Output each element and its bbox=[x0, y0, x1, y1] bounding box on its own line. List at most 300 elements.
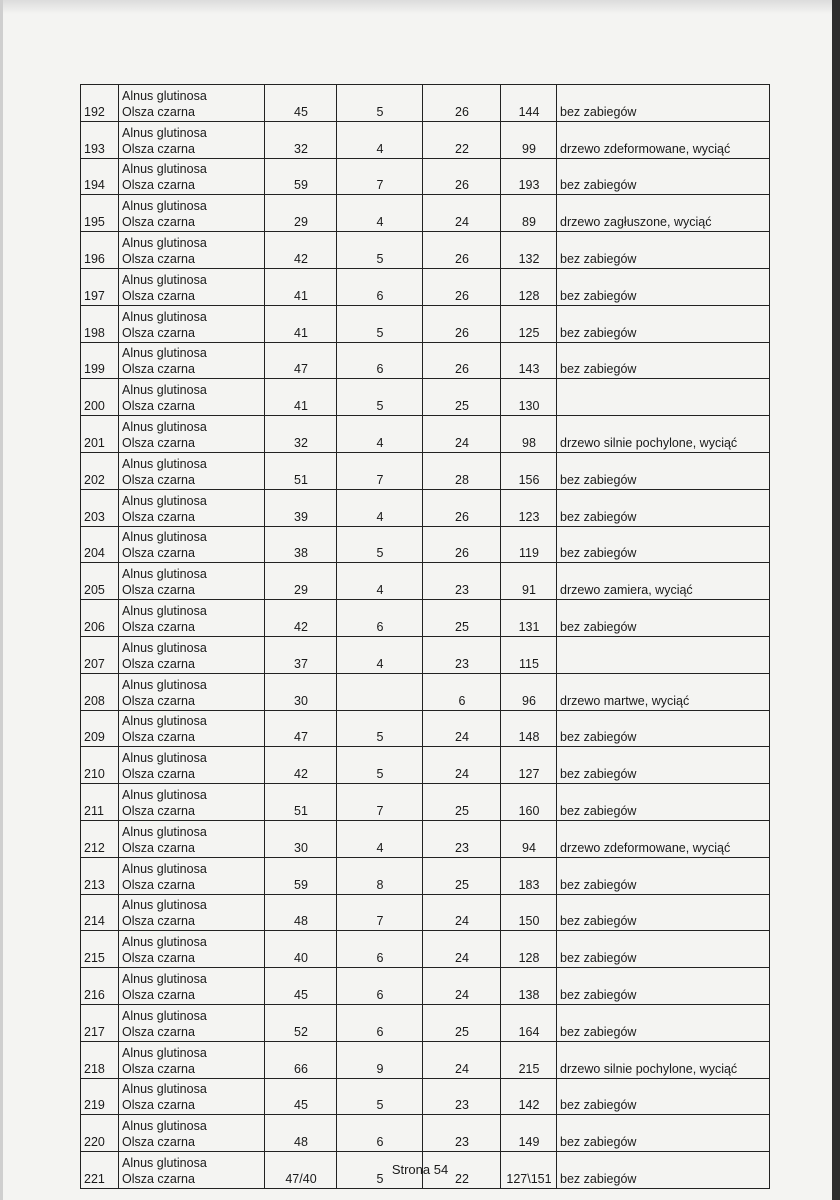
table-row bbox=[81, 452, 770, 489]
height-cell: 4 bbox=[337, 195, 423, 232]
value-cell-a: 23 bbox=[423, 636, 501, 673]
value-cell-a: 22 bbox=[423, 1152, 501, 1189]
species-latin-name: Alnus glutinosa bbox=[122, 235, 207, 250]
value-cell-b: 183 bbox=[501, 857, 557, 894]
value-cell-b: 160 bbox=[501, 784, 557, 821]
species-latin-name: Alnus glutinosa bbox=[122, 787, 207, 802]
table-row bbox=[81, 1078, 770, 1115]
value-cell-b: 115 bbox=[501, 636, 557, 673]
value-cell-b: 215 bbox=[501, 1041, 557, 1078]
circumference-cell: 59 bbox=[265, 158, 337, 195]
circumference-cell: 48 bbox=[265, 894, 337, 931]
value-cell-b: 148 bbox=[501, 710, 557, 747]
species-cell bbox=[119, 268, 265, 305]
species-cell bbox=[119, 784, 265, 821]
tree-number-cell: 204 bbox=[81, 526, 119, 563]
value-cell-b: 144 bbox=[501, 85, 557, 122]
value-cell-b: 150 bbox=[501, 894, 557, 931]
value-cell-a: 26 bbox=[423, 268, 501, 305]
table-row bbox=[81, 673, 770, 710]
height-cell: 4 bbox=[337, 489, 423, 526]
table-row bbox=[81, 1115, 770, 1152]
height-cell: 5 bbox=[337, 379, 423, 416]
recommendation-cell: bez zabiegów bbox=[557, 1115, 770, 1152]
tree-number-cell: 210 bbox=[81, 747, 119, 784]
table-row bbox=[81, 305, 770, 342]
recommendation-cell: bez zabiegów bbox=[557, 1078, 770, 1115]
height-cell: 9 bbox=[337, 1041, 423, 1078]
species-latin-name: Alnus glutinosa bbox=[122, 346, 207, 361]
table-body bbox=[81, 85, 770, 1189]
value-cell-b: 142 bbox=[501, 1078, 557, 1115]
table-row bbox=[81, 820, 770, 857]
tree-number-cell: 212 bbox=[81, 820, 119, 857]
height-cell: 6 bbox=[337, 1004, 423, 1041]
circumference-cell: 47 bbox=[265, 710, 337, 747]
species-polish-name: Olsza czarna bbox=[122, 141, 195, 156]
value-cell-b: 138 bbox=[501, 968, 557, 1005]
circumference-cell: 51 bbox=[265, 784, 337, 821]
table-row bbox=[81, 526, 770, 563]
recommendation-cell: bez zabiegów bbox=[557, 489, 770, 526]
species-cell bbox=[119, 747, 265, 784]
species-cell bbox=[119, 195, 265, 232]
table-row bbox=[81, 232, 770, 269]
height-cell: 7 bbox=[337, 452, 423, 489]
species-latin-name: Alnus glutinosa bbox=[122, 640, 207, 655]
table-row bbox=[81, 489, 770, 526]
species-polish-name: Olsza czarna bbox=[122, 877, 195, 892]
value-cell-b: 128 bbox=[501, 931, 557, 968]
table-row bbox=[81, 931, 770, 968]
tree-inventory-table bbox=[80, 84, 770, 1189]
table-row bbox=[81, 121, 770, 158]
tree-number-cell: 194 bbox=[81, 158, 119, 195]
species-polish-name: Olsza czarna bbox=[122, 1135, 195, 1150]
circumference-cell: 39 bbox=[265, 489, 337, 526]
recommendation-cell: bez zabiegów bbox=[557, 600, 770, 637]
table-row bbox=[81, 747, 770, 784]
circumference-cell: 59 bbox=[265, 857, 337, 894]
species-latin-name: Alnus glutinosa bbox=[122, 1119, 207, 1134]
species-cell bbox=[119, 452, 265, 489]
species-latin-name: Alnus glutinosa bbox=[122, 751, 207, 766]
species-latin-name: Alnus glutinosa bbox=[122, 971, 207, 986]
tree-number-cell: 208 bbox=[81, 673, 119, 710]
species-polish-name: Olsza czarna bbox=[122, 656, 195, 671]
circumference-cell: 32 bbox=[265, 121, 337, 158]
value-cell-b: 123 bbox=[501, 489, 557, 526]
value-cell-a: 23 bbox=[423, 1115, 501, 1152]
tree-number-cell: 205 bbox=[81, 563, 119, 600]
height-cell: 4 bbox=[337, 121, 423, 158]
species-polish-name: Olsza czarna bbox=[122, 1171, 195, 1186]
species-cell bbox=[119, 931, 265, 968]
table-row bbox=[81, 195, 770, 232]
tree-number-cell: 201 bbox=[81, 416, 119, 453]
circumference-cell: 37 bbox=[265, 636, 337, 673]
tree-number-cell: 206 bbox=[81, 600, 119, 637]
tree-number-cell: 203 bbox=[81, 489, 119, 526]
recommendation-cell: drzewo silnie pochylone, wyciąć bbox=[557, 416, 770, 453]
table-row bbox=[81, 636, 770, 673]
value-cell-a: 25 bbox=[423, 784, 501, 821]
table-row bbox=[81, 1041, 770, 1078]
circumference-cell: 41 bbox=[265, 268, 337, 305]
species-cell bbox=[119, 857, 265, 894]
recommendation-cell: drzewo silnie pochylone, wyciąć bbox=[557, 1041, 770, 1078]
recommendation-cell bbox=[557, 636, 770, 673]
recommendation-cell: bez zabiegów bbox=[557, 931, 770, 968]
page-top-shadow bbox=[0, 0, 840, 14]
table-row bbox=[81, 416, 770, 453]
tree-number-cell: 215 bbox=[81, 931, 119, 968]
species-polish-name: Olsza czarna bbox=[122, 362, 195, 377]
table-row bbox=[81, 784, 770, 821]
circumference-cell: 38 bbox=[265, 526, 337, 563]
recommendation-cell: bez zabiegów bbox=[557, 710, 770, 747]
table-row bbox=[81, 710, 770, 747]
value-cell-b: 99 bbox=[501, 121, 557, 158]
value-cell-a: 24 bbox=[423, 416, 501, 453]
height-cell: 5 bbox=[337, 232, 423, 269]
species-cell bbox=[119, 489, 265, 526]
table-row bbox=[81, 268, 770, 305]
circumference-cell: 52 bbox=[265, 1004, 337, 1041]
species-polish-name: Olsza czarna bbox=[122, 619, 195, 634]
value-cell-b: 130 bbox=[501, 379, 557, 416]
tree-number-cell: 220 bbox=[81, 1115, 119, 1152]
table-row bbox=[81, 857, 770, 894]
value-cell-b: 132 bbox=[501, 232, 557, 269]
value-cell-a: 24 bbox=[423, 931, 501, 968]
species-cell bbox=[119, 894, 265, 931]
tree-number-cell: 221 bbox=[81, 1152, 119, 1189]
height-cell: 5 bbox=[337, 1078, 423, 1115]
circumference-cell: 41 bbox=[265, 379, 337, 416]
value-cell-b: 164 bbox=[501, 1004, 557, 1041]
species-polish-name: Olsza czarna bbox=[122, 178, 195, 193]
table-row bbox=[81, 600, 770, 637]
species-polish-name: Olsza czarna bbox=[122, 1098, 195, 1113]
circumference-cell: 29 bbox=[265, 563, 337, 600]
species-latin-name: Alnus glutinosa bbox=[122, 567, 207, 582]
circumference-cell: 40 bbox=[265, 931, 337, 968]
value-cell-a: 25 bbox=[423, 600, 501, 637]
species-cell bbox=[119, 710, 265, 747]
recommendation-cell: drzewo martwe, wyciąć bbox=[557, 673, 770, 710]
recommendation-cell: bez zabiegów bbox=[557, 85, 770, 122]
recommendation-cell: bez zabiegów bbox=[557, 894, 770, 931]
species-polish-name: Olsza czarna bbox=[122, 1024, 195, 1039]
species-polish-name: Olsza czarna bbox=[122, 914, 195, 929]
species-polish-name: Olsza czarna bbox=[122, 1061, 195, 1076]
page-number: Strona 54 bbox=[391, 1162, 449, 1177]
species-polish-name: Olsza czarna bbox=[122, 509, 195, 524]
tree-number-cell: 202 bbox=[81, 452, 119, 489]
species-latin-name: Alnus glutinosa bbox=[122, 935, 207, 950]
circumference-cell: 42 bbox=[265, 747, 337, 784]
table-row bbox=[81, 85, 770, 122]
height-cell: 4 bbox=[337, 636, 423, 673]
species-cell bbox=[119, 1115, 265, 1152]
value-cell-b: 127\151 bbox=[501, 1152, 557, 1189]
tree-number-cell: 193 bbox=[81, 121, 119, 158]
recommendation-cell: bez zabiegów bbox=[557, 747, 770, 784]
circumference-cell: 47 bbox=[265, 342, 337, 379]
species-polish-name: Olsza czarna bbox=[122, 803, 195, 818]
species-cell bbox=[119, 1078, 265, 1115]
value-cell-b: 127 bbox=[501, 747, 557, 784]
recommendation-cell: drzewo zdeformowane, wyciąć bbox=[557, 820, 770, 857]
species-latin-name: Alnus glutinosa bbox=[122, 677, 207, 692]
species-latin-name: Alnus glutinosa bbox=[122, 1155, 207, 1170]
value-cell-b: 98 bbox=[501, 416, 557, 453]
height-cell: 8 bbox=[337, 857, 423, 894]
height-cell: 5 bbox=[337, 85, 423, 122]
table-row bbox=[81, 563, 770, 600]
recommendation-cell: bez zabiegów bbox=[557, 342, 770, 379]
species-cell bbox=[119, 563, 265, 600]
recommendation-cell: bez zabiegów bbox=[557, 268, 770, 305]
tree-number-cell: 217 bbox=[81, 1004, 119, 1041]
recommendation-cell: drzewo zdeformowane, wyciąć bbox=[557, 121, 770, 158]
tree-number-cell: 199 bbox=[81, 342, 119, 379]
species-polish-name: Olsza czarna bbox=[122, 325, 195, 340]
height-cell: 7 bbox=[337, 158, 423, 195]
species-latin-name: Alnus glutinosa bbox=[122, 861, 207, 876]
species-latin-name: Alnus glutinosa bbox=[122, 493, 207, 508]
height-cell bbox=[337, 673, 423, 710]
tree-number-cell: 192 bbox=[81, 85, 119, 122]
species-cell bbox=[119, 820, 265, 857]
species-polish-name: Olsza czarna bbox=[122, 693, 195, 708]
value-cell-a: 23 bbox=[423, 563, 501, 600]
species-cell bbox=[119, 379, 265, 416]
tree-number-cell: 198 bbox=[81, 305, 119, 342]
recommendation-cell: bez zabiegów bbox=[557, 968, 770, 1005]
table-row bbox=[81, 342, 770, 379]
species-cell bbox=[119, 968, 265, 1005]
value-cell-b: 193 bbox=[501, 158, 557, 195]
species-cell bbox=[119, 1041, 265, 1078]
circumference-cell: 30 bbox=[265, 820, 337, 857]
circumference-cell: 42 bbox=[265, 600, 337, 637]
circumference-cell: 32 bbox=[265, 416, 337, 453]
height-cell: 5 bbox=[337, 747, 423, 784]
value-cell-a: 26 bbox=[423, 526, 501, 563]
recommendation-cell: bez zabiegów bbox=[557, 784, 770, 821]
table-row bbox=[81, 158, 770, 195]
height-cell: 5 bbox=[337, 526, 423, 563]
value-cell-b: 94 bbox=[501, 820, 557, 857]
species-latin-name: Alnus glutinosa bbox=[122, 162, 207, 177]
circumference-cell: 47/40 bbox=[265, 1152, 337, 1189]
recommendation-cell: bez zabiegów bbox=[557, 158, 770, 195]
height-cell: 6 bbox=[337, 600, 423, 637]
height-cell: 4 bbox=[337, 820, 423, 857]
species-cell bbox=[119, 600, 265, 637]
species-polish-name: Olsza czarna bbox=[122, 104, 195, 119]
recommendation-cell: bez zabiegów bbox=[557, 305, 770, 342]
recommendation-cell: bez zabiegów bbox=[557, 857, 770, 894]
tree-number-cell: 200 bbox=[81, 379, 119, 416]
species-polish-name: Olsza czarna bbox=[122, 767, 195, 782]
circumference-cell: 48 bbox=[265, 1115, 337, 1152]
value-cell-b: 96 bbox=[501, 673, 557, 710]
species-cell bbox=[119, 342, 265, 379]
species-latin-name: Alnus glutinosa bbox=[122, 456, 207, 471]
tree-number-cell: 219 bbox=[81, 1078, 119, 1115]
species-polish-name: Olsza czarna bbox=[122, 840, 195, 855]
species-polish-name: Olsza czarna bbox=[122, 435, 195, 450]
species-latin-name: Alnus glutinosa bbox=[122, 1082, 207, 1097]
circumference-cell: 29 bbox=[265, 195, 337, 232]
species-latin-name: Alnus glutinosa bbox=[122, 309, 207, 324]
species-latin-name: Alnus glutinosa bbox=[122, 199, 207, 214]
height-cell: 6 bbox=[337, 342, 423, 379]
value-cell-b: 91 bbox=[501, 563, 557, 600]
circumference-cell: 41 bbox=[265, 305, 337, 342]
species-polish-name: Olsza czarna bbox=[122, 399, 195, 414]
value-cell-a: 23 bbox=[423, 820, 501, 857]
species-latin-name: Alnus glutinosa bbox=[122, 419, 207, 434]
value-cell-a: 26 bbox=[423, 342, 501, 379]
value-cell-a: 24 bbox=[423, 195, 501, 232]
value-cell-a: 26 bbox=[423, 85, 501, 122]
species-polish-name: Olsza czarna bbox=[122, 583, 195, 598]
recommendation-cell: bez zabiegów bbox=[557, 526, 770, 563]
recommendation-cell: bez zabiegów bbox=[557, 232, 770, 269]
species-polish-name: Olsza czarna bbox=[122, 251, 195, 266]
species-polish-name: Olsza czarna bbox=[122, 288, 195, 303]
species-latin-name: Alnus glutinosa bbox=[122, 824, 207, 839]
table-row bbox=[81, 379, 770, 416]
value-cell-a: 26 bbox=[423, 232, 501, 269]
height-cell: 7 bbox=[337, 784, 423, 821]
value-cell-a: 24 bbox=[423, 747, 501, 784]
height-cell: 6 bbox=[337, 968, 423, 1005]
value-cell-b: 125 bbox=[501, 305, 557, 342]
value-cell-a: 26 bbox=[423, 489, 501, 526]
species-cell bbox=[119, 526, 265, 563]
circumference-cell: 45 bbox=[265, 85, 337, 122]
value-cell-a: 24 bbox=[423, 968, 501, 1005]
species-polish-name: Olsza czarna bbox=[122, 215, 195, 230]
circumference-cell: 30 bbox=[265, 673, 337, 710]
species-latin-name: Alnus glutinosa bbox=[122, 1045, 207, 1060]
recommendation-cell: bez zabiegów bbox=[557, 1004, 770, 1041]
species-cell bbox=[119, 85, 265, 122]
species-latin-name: Alnus glutinosa bbox=[122, 383, 207, 398]
species-polish-name: Olsza czarna bbox=[122, 987, 195, 1002]
tree-number-cell: 211 bbox=[81, 784, 119, 821]
value-cell-a: 22 bbox=[423, 121, 501, 158]
tree-number-cell: 213 bbox=[81, 857, 119, 894]
value-cell-a: 25 bbox=[423, 1004, 501, 1041]
value-cell-b: 149 bbox=[501, 1115, 557, 1152]
species-latin-name: Alnus glutinosa bbox=[122, 714, 207, 729]
species-cell bbox=[119, 305, 265, 342]
species-cell bbox=[119, 121, 265, 158]
height-cell: 6 bbox=[337, 268, 423, 305]
tree-number-cell: 207 bbox=[81, 636, 119, 673]
tree-number-cell: 218 bbox=[81, 1041, 119, 1078]
tree-number-cell: 209 bbox=[81, 710, 119, 747]
tree-number-cell: 197 bbox=[81, 268, 119, 305]
circumference-cell: 51 bbox=[265, 452, 337, 489]
value-cell-b: 143 bbox=[501, 342, 557, 379]
value-cell-a: 24 bbox=[423, 894, 501, 931]
height-cell: 6 bbox=[337, 931, 423, 968]
height-cell: 5 bbox=[337, 1152, 423, 1189]
species-cell bbox=[119, 158, 265, 195]
recommendation-cell: drzewo zamiera, wyciąć bbox=[557, 563, 770, 600]
species-latin-name: Alnus glutinosa bbox=[122, 530, 207, 545]
circumference-cell: 66 bbox=[265, 1041, 337, 1078]
tree-number-cell: 195 bbox=[81, 195, 119, 232]
circumference-cell: 42 bbox=[265, 232, 337, 269]
height-cell: 4 bbox=[337, 563, 423, 600]
value-cell-a: 26 bbox=[423, 305, 501, 342]
species-cell bbox=[119, 232, 265, 269]
table-row bbox=[81, 894, 770, 931]
table-row bbox=[81, 1004, 770, 1041]
species-latin-name: Alnus glutinosa bbox=[122, 88, 207, 103]
species-latin-name: Alnus glutinosa bbox=[122, 125, 207, 140]
species-cell bbox=[119, 636, 265, 673]
tree-number-cell: 216 bbox=[81, 968, 119, 1005]
height-cell: 6 bbox=[337, 1115, 423, 1152]
species-polish-name: Olsza czarna bbox=[122, 546, 195, 561]
height-cell: 7 bbox=[337, 894, 423, 931]
value-cell-b: 131 bbox=[501, 600, 557, 637]
circumference-cell: 45 bbox=[265, 968, 337, 1005]
species-latin-name: Alnus glutinosa bbox=[122, 603, 207, 618]
recommendation-cell: bez zabiegów bbox=[557, 452, 770, 489]
value-cell-a: 24 bbox=[423, 1041, 501, 1078]
recommendation-cell: drzewo zagłuszone, wyciąć bbox=[557, 195, 770, 232]
species-polish-name: Olsza czarna bbox=[122, 730, 195, 745]
value-cell-b: 119 bbox=[501, 526, 557, 563]
recommendation-cell: bez zabiegów bbox=[557, 1152, 770, 1189]
tree-number-cell: 196 bbox=[81, 232, 119, 269]
value-cell-a: 28 bbox=[423, 452, 501, 489]
value-cell-b: 156 bbox=[501, 452, 557, 489]
species-cell bbox=[119, 673, 265, 710]
height-cell: 5 bbox=[337, 305, 423, 342]
value-cell-b: 89 bbox=[501, 195, 557, 232]
species-polish-name: Olsza czarna bbox=[122, 472, 195, 487]
species-latin-name: Alnus glutinosa bbox=[122, 898, 207, 913]
species-polish-name: Olsza czarna bbox=[122, 951, 195, 966]
table-row bbox=[81, 968, 770, 1005]
value-cell-a: 25 bbox=[423, 379, 501, 416]
value-cell-a: 24 bbox=[423, 710, 501, 747]
value-cell-a: 6 bbox=[423, 673, 501, 710]
tree-number-cell: 214 bbox=[81, 894, 119, 931]
species-latin-name: Alnus glutinosa bbox=[122, 272, 207, 287]
species-cell bbox=[119, 1004, 265, 1041]
value-cell-a: 26 bbox=[423, 158, 501, 195]
species-cell bbox=[119, 416, 265, 453]
height-cell: 4 bbox=[337, 416, 423, 453]
species-latin-name: Alnus glutinosa bbox=[122, 1008, 207, 1023]
recommendation-cell bbox=[557, 379, 770, 416]
value-cell-b: 128 bbox=[501, 268, 557, 305]
value-cell-a: 23 bbox=[423, 1078, 501, 1115]
height-cell: 5 bbox=[337, 710, 423, 747]
